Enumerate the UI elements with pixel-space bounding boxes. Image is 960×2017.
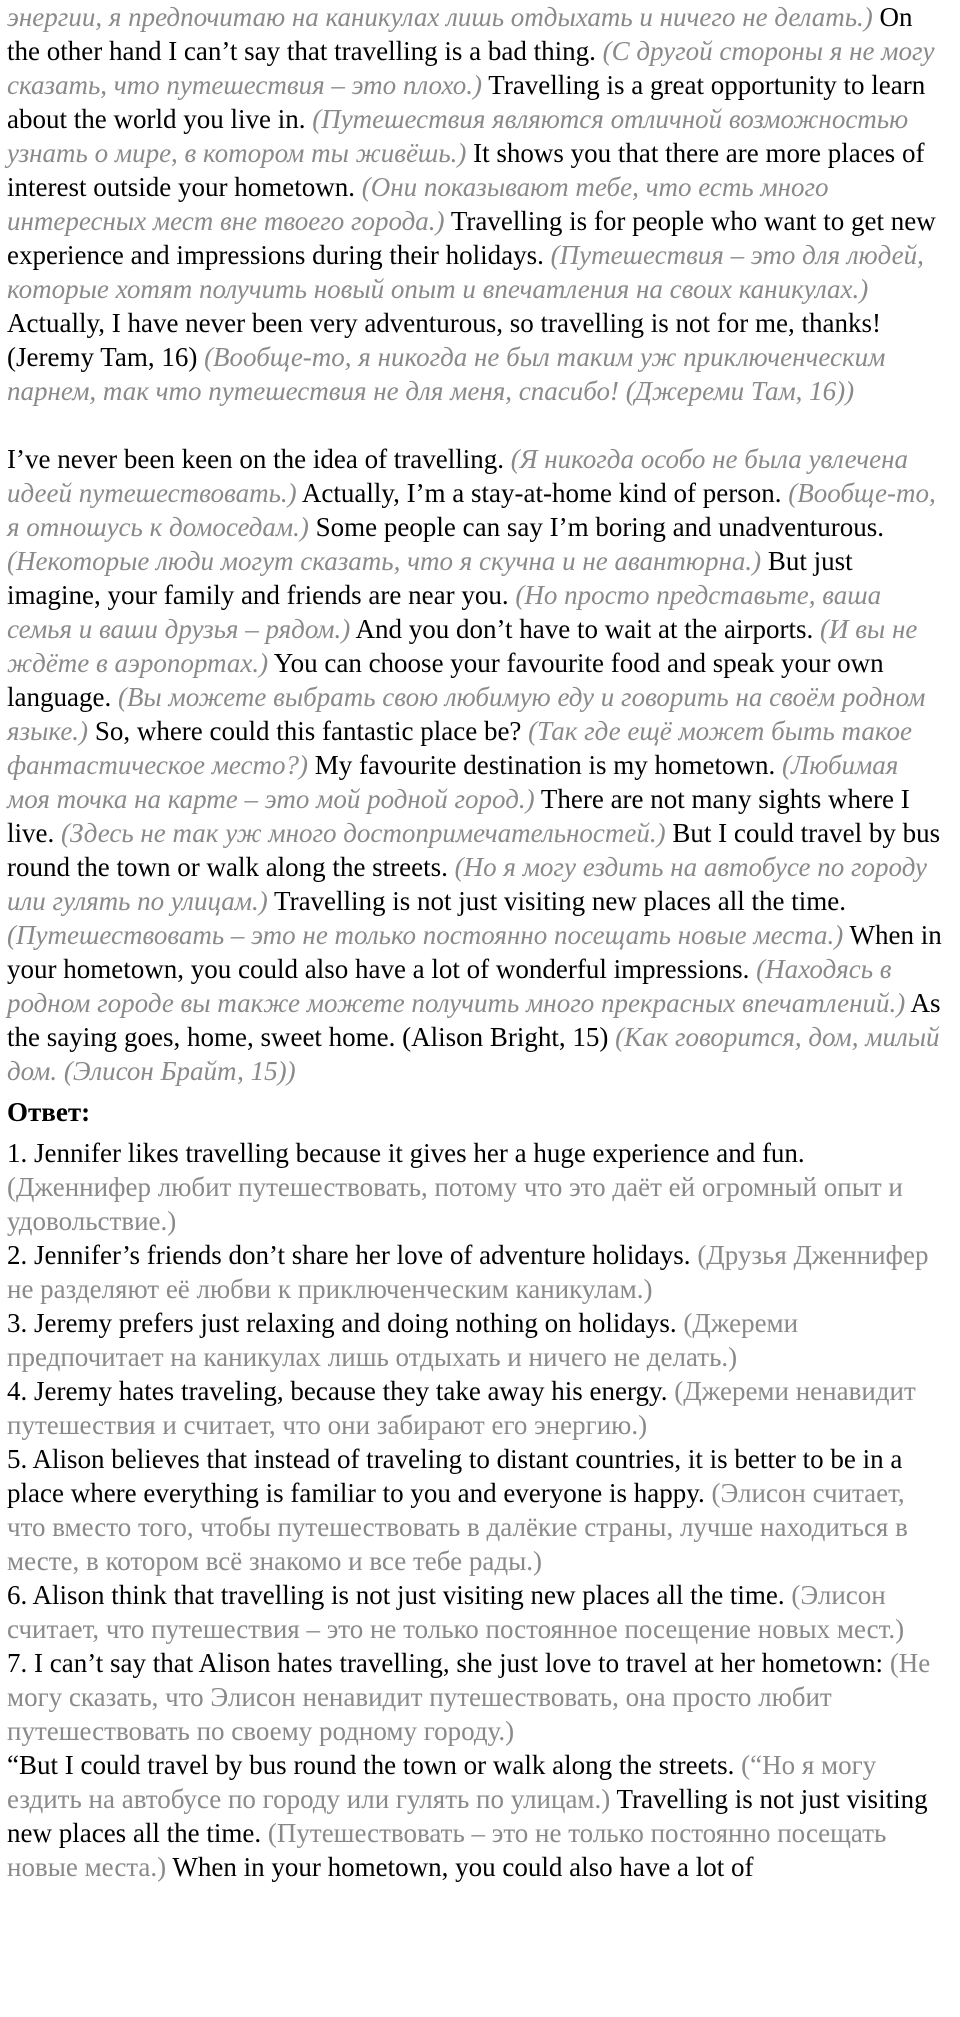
russian-translation: (Как говорится, дом, милый дом. (Элисон Брайт, 15)) — [7, 1022, 940, 1086]
english-text: Travelling is for people who want to get new experience and impressions during their holidays. — [7, 206, 936, 270]
english-text: You can choose your favourite food and speak your own language. — [7, 648, 884, 712]
english-text: Travelling is not just visiting new places all the time. — [267, 886, 846, 916]
answer-4 — [7, 1374, 944, 1442]
russian-translation: (Друзья Дженнифер не разделяют её любви к приключенческим каникулам.) — [7, 1240, 929, 1304]
english-text: And you don’t have to wait at the airports. — [350, 614, 820, 644]
answer-2 — [7, 1238, 944, 1306]
english-text: “But I could travel by bus round the town or walk along the streets. — [7, 1750, 742, 1780]
answer-7 — [7, 1646, 944, 1748]
russian-translation: (Вообще-то, я отношусь к домоседам.) — [7, 478, 936, 542]
russian-translation: (Вообще-то, я никогда не был таким уж приключенческим парнем, так что путешествия не для меня, спасибо! (Джереми Там, 16)) — [7, 342, 886, 406]
english-text: 2. Jennifer’s friends don’t share her love of adventure holidays. — [7, 1240, 698, 1270]
english-text: As the saying goes, home, sweet home. (Alison Bright, 15) — [7, 988, 941, 1052]
english-text: It shows you that there are more places of interest outside your hometown. — [7, 138, 925, 202]
english-text: Some people can say I’m boring and unadventurous. — [308, 512, 885, 542]
english-text: On the other hand I can’t say that travelling is a bad thing. — [7, 2, 913, 66]
russian-translation: (Не могу сказать, что Элисон ненавидит путешествовать, она просто любит путешествовать по своему родному городу.) — [7, 1648, 931, 1746]
english-text: But I could travel by bus round the town or walk along the streets. — [7, 818, 941, 882]
english-text: My favourite destination is my hometown. — [308, 750, 782, 780]
answer-quote — [7, 1748, 944, 1884]
english-text: 6. Alison think that travelling is not just visiting new places all the time. — [7, 1580, 792, 1610]
russian-translation: (Но я могу ездить на автобусе по городу или гулять по улицам.) — [7, 852, 927, 916]
english-text: Actually, I have never been very adventurous, so travelling is not for me, thanks! (Jeremy Tam, 16) — [7, 308, 881, 372]
english-text: But just imagine, your family and friends are near you. — [7, 546, 853, 610]
russian-translation: (Я никогда особо не была увлечена идеей путешествовать.) — [7, 444, 909, 508]
russian-translation: (Джереми предпочитает на каникулах лишь отдыхать и ничего не делать.) — [7, 1308, 799, 1372]
english-text: 5. Alison believes that instead of traveling to distant countries, it is better to be in a place where everything is familiar to you and everyone is happy. — [7, 1444, 903, 1508]
russian-translation: энергии, я предпочитаю на каникулах лишь отдыхать и ничего не делать.) — [7, 2, 873, 32]
english-text: When in your hometown, you could also have a lot of wonderful impressions. — [7, 920, 942, 984]
russian-translation: (С другой стороны я не могу сказать, что путешествия – это плохо.) — [7, 36, 935, 100]
paragraph-spacer — [7, 408, 944, 442]
russian-translation: (Некоторые люди могут сказать, что я скучна и не авантюрна.) — [7, 546, 762, 576]
english-text: When in your hometown, you could also have a lot of — [166, 1852, 754, 1882]
russian-translation: (“Но я могу ездить на автобусе по городу или гулять по улицам.) — [7, 1750, 877, 1814]
russian-translation: (Джереми ненавидит путешествия и считает, что они забирают его энергию.) — [7, 1376, 916, 1440]
russian-translation: (И вы не ждёте в аэропортах.) — [7, 614, 918, 678]
answer-list — [7, 1136, 944, 1884]
answer-6 — [7, 1578, 944, 1646]
answer-5 — [7, 1442, 944, 1578]
english-text: There are not many sights where I live. — [7, 784, 910, 848]
english-text: Travelling is a great opportunity to learn about the world you live in. — [7, 70, 926, 134]
russian-translation: (Путешествия – это для людей, которые хотят получить новый опыт и впечатления на своих каникулах.) — [7, 240, 924, 304]
answer-heading: Ответ: — [7, 1097, 91, 1127]
russian-translation: (Путешествовать – это не только постоянно посещать новые места.) — [7, 920, 844, 950]
english-text: So, where could this fantastic place be? — [88, 716, 529, 746]
text-paragraph-jeremy — [7, 0, 944, 408]
russian-translation: (Элисон считает, что вместо того, чтобы путешествовать в далёкие страны, лучше находиться в месте, в котором всё знакомо и все тебе рады.) — [7, 1478, 908, 1576]
english-text: 1. Jennifer likes travelling because it gives her a huge experience and fun. — [7, 1138, 805, 1168]
russian-translation: (Находясь в родном городе вы также можете получить много прекрасных впечатлений.) — [7, 954, 906, 1018]
russian-translation: (Элисон считает, что путешествия – это не только постоянное посещение новых мест.) — [7, 1580, 905, 1644]
english-text: Travelling is not just visiting new places all the time. — [7, 1784, 928, 1848]
answer-1 — [7, 1136, 944, 1238]
russian-translation: (Вы можете выбрать свою любимую еду и говорить на своём родном языке.) — [7, 682, 926, 746]
answer-3 — [7, 1306, 944, 1374]
russian-translation: (Они показывают тебе, что есть много интересных мест вне твоего города.) — [7, 172, 829, 236]
russian-translation: (Но просто представьте, ваша семья и ваши друзья – рядом.) — [7, 580, 882, 644]
russian-translation: (Так где ещё может быть такое фантастическое место?) — [7, 716, 912, 780]
russian-translation: (Здесь не так уж много достопримечательностей.) — [61, 818, 666, 848]
russian-translation: (Дженнифер любит путешествовать, потому что это даёт ей огромный опыт и удовольствие.) — [7, 1172, 903, 1236]
english-text: 3. Jeremy prefers just relaxing and doing nothing on holidays. — [7, 1308, 684, 1338]
text-paragraph-alison — [7, 442, 944, 1088]
english-text: Actually, I’m a stay-at-home kind of person. — [296, 478, 789, 508]
english-text: 7. I can’t say that Alison hates travelling, she just love to travel at her hometown: — [7, 1648, 890, 1678]
russian-translation: (Путешествовать – это не только постоянно посещать новые места.) — [7, 1818, 887, 1882]
english-text: 4. Jeremy hates traveling, because they take away his energy. — [7, 1376, 675, 1406]
russian-translation: (Любимая моя точка на карте – это мой родной город.) — [7, 750, 899, 814]
english-text: I’ve never been keen on the idea of travelling. — [7, 444, 511, 474]
russian-translation: (Путешествия являются отличной возможностью узнать о мире, в котором ты живёшь.) — [7, 104, 909, 168]
